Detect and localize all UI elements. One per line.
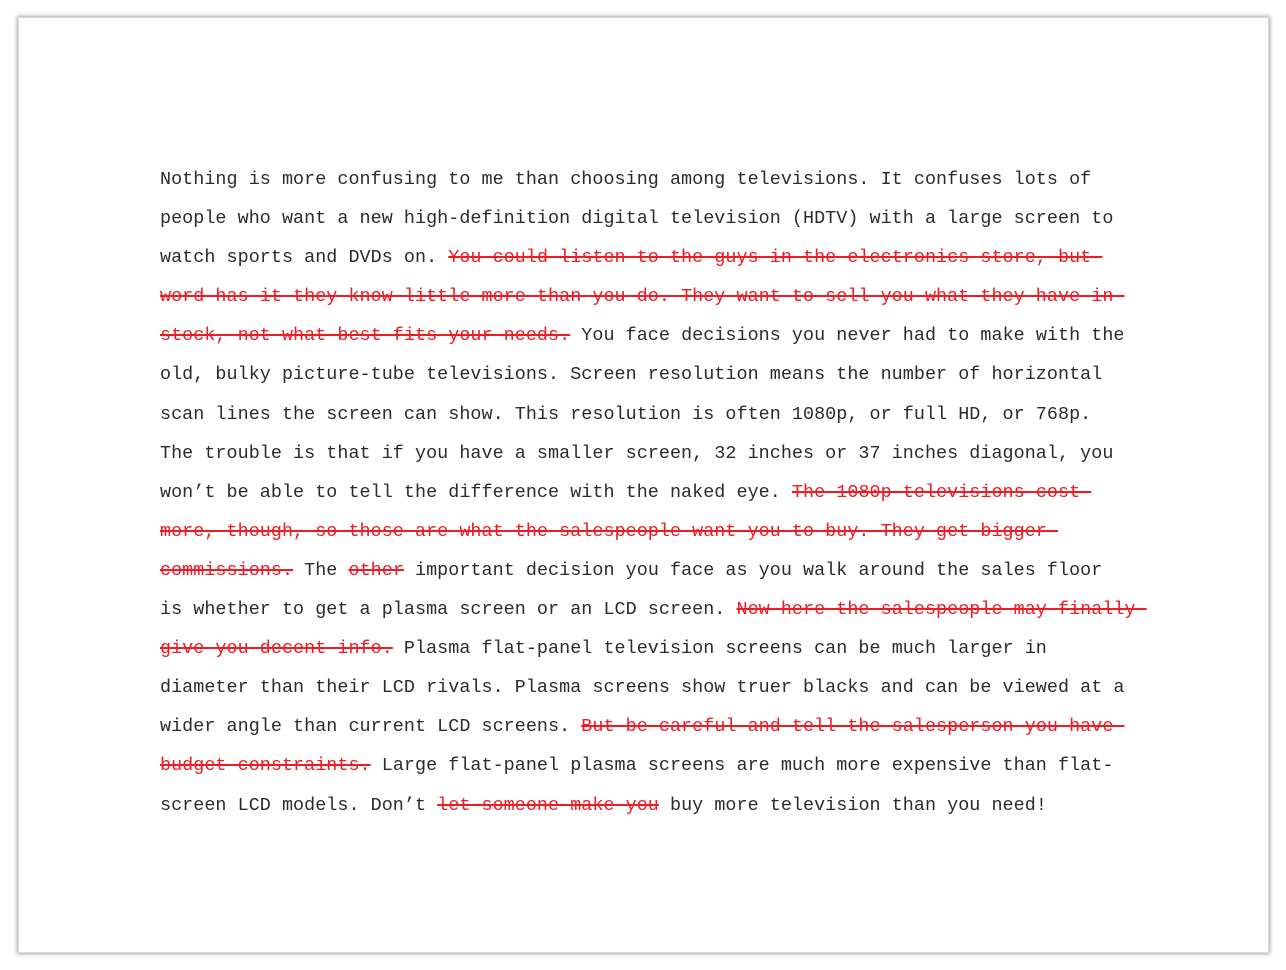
text-line bbox=[160, 590, 1150, 629]
text-line bbox=[160, 434, 1150, 473]
deleted-text: word has it they know little more than you do. They want to sell you what they have in bbox=[160, 286, 1125, 308]
deleted-text: give you decent info. bbox=[160, 638, 393, 660]
text-line bbox=[160, 668, 1150, 707]
body-text: screen LCD models. Don’t bbox=[160, 794, 438, 816]
text-line bbox=[160, 512, 1150, 551]
deleted-text: Now here the salespeople may finally bbox=[736, 599, 1147, 621]
body-text: scan lines the screen can show. This resolution is often 1080p, or full HD, or 768p. bbox=[160, 403, 1092, 425]
body-text: The bbox=[293, 559, 349, 581]
text-line bbox=[160, 786, 1150, 825]
body-text: won’t be able to tell the difference with the naked eye. bbox=[160, 481, 792, 503]
text-line bbox=[160, 355, 1150, 394]
text-line bbox=[160, 238, 1150, 277]
deleted-text: But be careful and tell the salesperson you have bbox=[581, 716, 1125, 738]
edited-paragraph bbox=[160, 160, 1150, 825]
deleted-text: You could listen to the guys in the electronics store, but bbox=[448, 247, 1103, 269]
deleted-text: other bbox=[348, 559, 404, 581]
text-line bbox=[160, 277, 1150, 316]
body-text: You face decisions you never had to make with the bbox=[570, 325, 1125, 347]
text-line bbox=[160, 629, 1150, 668]
deleted-text: more, though, so those are what the salespeople want you to buy. They get bigger bbox=[160, 520, 1058, 542]
body-text: Plasma flat-panel television screens can be much larger in bbox=[392, 638, 1047, 660]
body-text: important decision you face as you walk around the sales floor bbox=[403, 559, 1103, 581]
body-text: The trouble is that if you have a smaller screen, 32 inches or 37 inches diagonal, you bbox=[160, 442, 1114, 464]
body-text: old, bulky picture-tube televisions. Screen resolution means the number of horizontal bbox=[160, 364, 1103, 386]
text-line bbox=[160, 199, 1150, 238]
text-line bbox=[160, 395, 1150, 434]
body-text: is whether to get a plasma screen or an LCD screen. bbox=[160, 599, 737, 621]
text-line bbox=[160, 551, 1150, 590]
body-text: buy more television than you need! bbox=[658, 794, 1047, 816]
body-text: watch sports and DVDs on. bbox=[160, 247, 449, 269]
deleted-text: let someone make you bbox=[437, 794, 659, 816]
body-text: Nothing is more confusing to me than choosing among televisions. It confuses lots of bbox=[160, 169, 1092, 190]
body-text: Large flat-panel plasma screens are much more expensive than flat- bbox=[370, 755, 1114, 777]
text-line bbox=[160, 473, 1150, 512]
text-line bbox=[160, 707, 1150, 746]
document-page bbox=[18, 17, 1269, 953]
body-text: diameter than their LCD rivals. Plasma screens show truer blacks and can be viewed at a bbox=[160, 677, 1125, 699]
deleted-text: The 1080p televisions cost bbox=[791, 481, 1092, 503]
deleted-text: commissions. bbox=[160, 559, 294, 581]
text-line bbox=[160, 316, 1150, 355]
deleted-text: budget constraints. bbox=[160, 755, 371, 777]
body-text: people who want a new high-definition digital television (HDTV) with a large screen to bbox=[160, 208, 1114, 230]
body-text: wider angle than current LCD screens. bbox=[160, 716, 582, 738]
text-line bbox=[160, 746, 1150, 785]
deleted-text: stock, not what best fits your needs. bbox=[160, 325, 571, 347]
text-line bbox=[160, 160, 1150, 199]
